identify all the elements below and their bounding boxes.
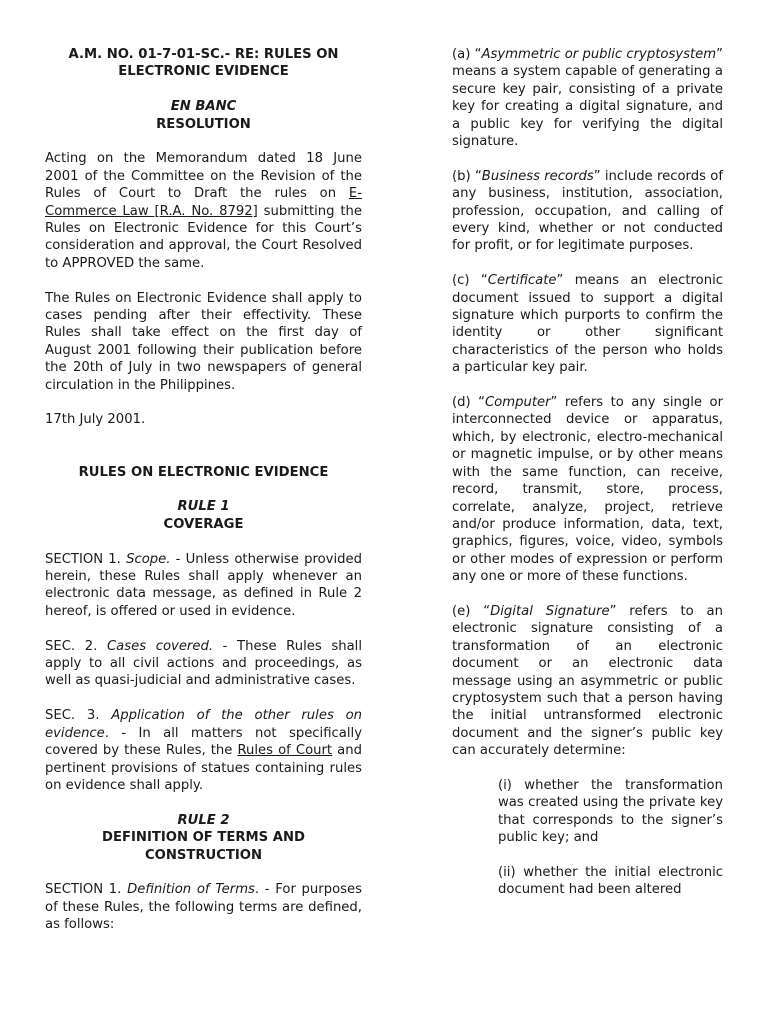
definition-term: Digital Signature: [490, 603, 610, 619]
right-column: [452, 46, 723, 916]
rule2-title-line2: CONSTRUCTION: [144, 847, 263, 863]
definition-lead: (e) “: [452, 603, 491, 619]
section-text: and pertinent provisions of statues containing rules on evidence shall apply.: [45, 743, 362, 793]
definition-term: Certificate: [487, 273, 557, 289]
section-title: Scope.: [126, 551, 171, 567]
section-lead: SEC. 3.: [45, 708, 112, 724]
spacer: [45, 446, 362, 463]
resolution-title: RESOLUTION: [156, 116, 251, 132]
definition-text: ” means a system capable of generating a secure key pair, consisting of a private key for creating a digital signature, and a public key for verifying the digital signature.: [452, 47, 723, 150]
rule2-heading: [45, 812, 362, 864]
definition-lead: (a) “: [452, 47, 482, 62]
rules-of-court-link[interactable]: Rules of Court: [237, 743, 333, 759]
header-line-2: ELECTRONIC EVIDENCE: [118, 64, 289, 80]
paragraph-effectivity: The Rules on Electronic Evidence shall apply to cases pending after their effectivity. These Rules shall take effect on the first day of August 2001 following their publication before the 20th of July in two newspapers of general circulation in the Philippines.: [45, 290, 362, 393]
left-column: [45, 46, 362, 951]
section-text: - These Rules shall apply to all civil actions and proceedings, as well as quasi-judicial and administrative cases.: [45, 638, 363, 689]
rule1-label: RULE 1: [177, 499, 230, 515]
rule2-label: RULE 2: [177, 812, 230, 828]
section-lead: SECTION 1.: [45, 551, 127, 567]
definition-e: [452, 603, 723, 760]
definition-text: ” refers to any single or interconnected device or apparatus, which, by electronic, electro-mechanical or magnetic impulse, or by other means with the same function, can receive, record, transmit, store, process, correlate, analyze, project, retrieve and/or produce information, data, text, graphics, figures, voice, video, symbols or other modes of expression or perform any one or more of these functions.: [452, 395, 723, 585]
ecommerce-law-link[interactable]: E-Commerce Law [R.A. No. 8792]: [45, 186, 362, 219]
rule1-section3: [45, 707, 362, 794]
memorandum-text-a: Acting on the Memorandum dated 18 June 2001 of the Committee on the Revision of the Rules of Court to Draft the rules on: [45, 151, 362, 202]
section-title: Application of the other rules on evidence: [45, 708, 362, 741]
definition-d: [452, 394, 723, 585]
rule1-section1: [45, 551, 362, 621]
section-text: - Unless otherwise provided herein, these Rules shall apply whenever an electronic data message, as defined in Rule 2 hereof, is offered or used in evidence.: [45, 551, 362, 619]
section-lead: SECTION 1.: [45, 882, 128, 898]
definition-lead: (c) “: [452, 273, 488, 289]
rules-title-block: [45, 464, 362, 481]
resolution-date: 17th July 2001.: [45, 412, 146, 428]
section-text: . - For purposes of these Rules, the following terms are defined, as follows:: [45, 882, 362, 933]
definition-lead: (d) “: [452, 395, 485, 411]
definition-e-item-i: (i) whether the transformation was created using the private key that corresponds to the signer’s public key; and: [498, 777, 723, 846]
rule1-section2: [45, 638, 362, 690]
section-text: . - In all matters not specifically covered by these Rules, the: [45, 725, 362, 759]
rule1-title: COVERAGE: [163, 516, 244, 532]
definition-a: [452, 46, 723, 150]
paragraph-memorandum: [45, 150, 362, 272]
definition-e-item-ii: (ii) whether the initial electronic document had been altered: [498, 865, 723, 898]
en-banc-label: EN BANC: [170, 99, 237, 115]
definition-term: Computer: [484, 395, 551, 411]
rule1-heading: [45, 498, 362, 533]
definition-b: [452, 168, 723, 255]
definition-text: ” include records of any business, institution, association, profession, occupation, and calling of every kind, whether or not conducted for profit, or for legitimate purposes.: [452, 168, 723, 254]
section-title: Definition of Terms: [127, 882, 255, 898]
memorandum-text-b: submitting the Rules on Electronic Evidence for this Court’s consideration and approval, the Court Resolved to APPROVED the same.: [45, 203, 363, 271]
definition-term: Business records: [481, 168, 594, 184]
rule2-section1: [45, 881, 362, 933]
section-lead: SEC. 2.: [45, 638, 107, 654]
section-title: Cases covered.: [106, 638, 214, 654]
resolution-header: [45, 98, 362, 133]
definition-text: ” means an electronic document issued to support a digital signature which purports to confirm the identity or other significant characteristics of the person who holds a particular key pair.: [452, 273, 723, 376]
definition-text: ” refers to an electronic signature consisting of a transformation of an electronic document or an electronic data message using an asymmetric or public cryptosystem such that a person having the initial untransformed electronic document and the signer’s public key can accurately determine:: [452, 603, 723, 759]
definition-term: Asymmetric or public cryptosystem: [481, 47, 717, 62]
header-line-1: A.M. NO. 01-7-01-SC.- RE: RULES ON: [68, 47, 339, 62]
document-header: [45, 46, 362, 81]
rule2-title-line1: DEFINITION OF TERMS AND: [102, 830, 305, 846]
definition-c: [452, 272, 723, 376]
rules-title: RULES ON ELECTRONIC EVIDENCE: [78, 464, 329, 480]
definition-lead: (b) “: [452, 168, 482, 184]
